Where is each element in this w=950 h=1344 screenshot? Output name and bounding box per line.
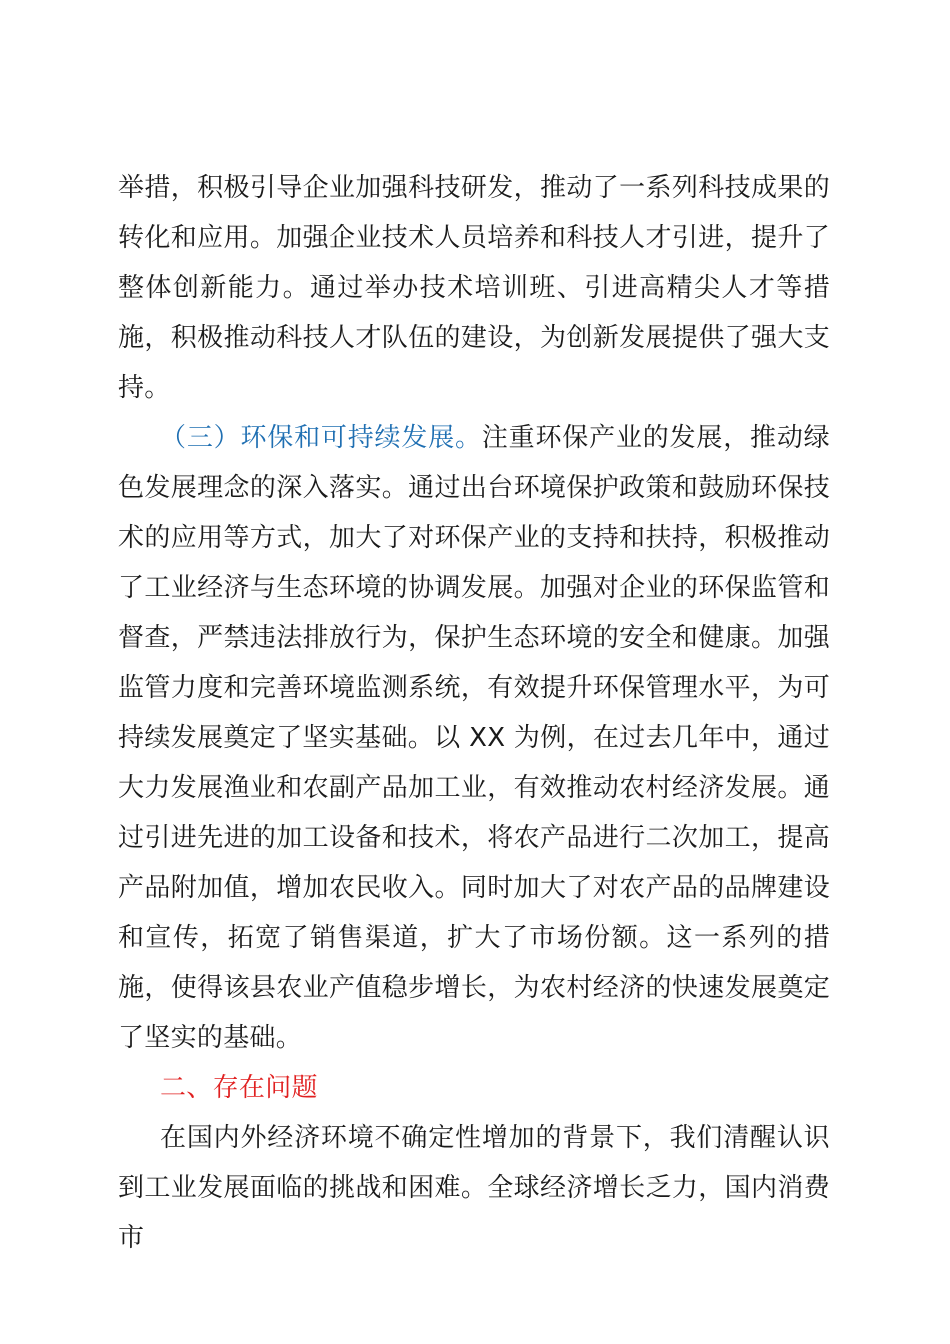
paragraph-continued: 举措，积极引导企业加强科技研发，推动了一系列科技成果的转化和应用。加强企业技术人员培养和科技人才引进，提升了整体创新能力。通过举办技术培训班、引进高精尖人才等措施，积极推动科技人才队伍的建设，为创新发展提供了强大支持。	[118, 173, 830, 403]
subsection-body: 注重环保产业的发展，推动绿色发展理念的深入落实。通过出台环境保护政策和鼓励环保技术的应用等方式，加大了对环保产业的支持和扶持，积极推动了工业经济与生态环境的协调发展。加强对企业的环保监管和督查，严禁违法排放行为，保护生态环境的安全和健康。加强监管力度和完善环境监测系统，有效提升环保管理水平，为可持续发展奠定了坚实基础。以 XX 为例，在过去几年中，通过大力发展渔业和农副产品加工业，有效推动农村经济发展。通过引进先进的加工设备和技术，将农产品进行二次加工，提高产品附加值，增加农民收入。同时加大了对农产品的品牌建设和宣传，拓宽了销售渠道，扩大了市场份额。这一系列的措施，使得该县农业产值稳步增长，为农村经济的快速发展奠定了坚实的基础。	[118, 423, 830, 1053]
document-body	[118, 163, 830, 1263]
paragraph-environment	[118, 413, 830, 1063]
section-heading: 二、存在问题	[160, 1073, 318, 1103]
subsection-heading: （三）环保和可持续发展。	[160, 423, 482, 453]
paragraph-problems: 在国内外经济环境不确定性增加的背景下，我们清醒认识到工业发展面临的挑战和困难。全球经济增长乏力，国内消费市	[118, 1123, 830, 1253]
